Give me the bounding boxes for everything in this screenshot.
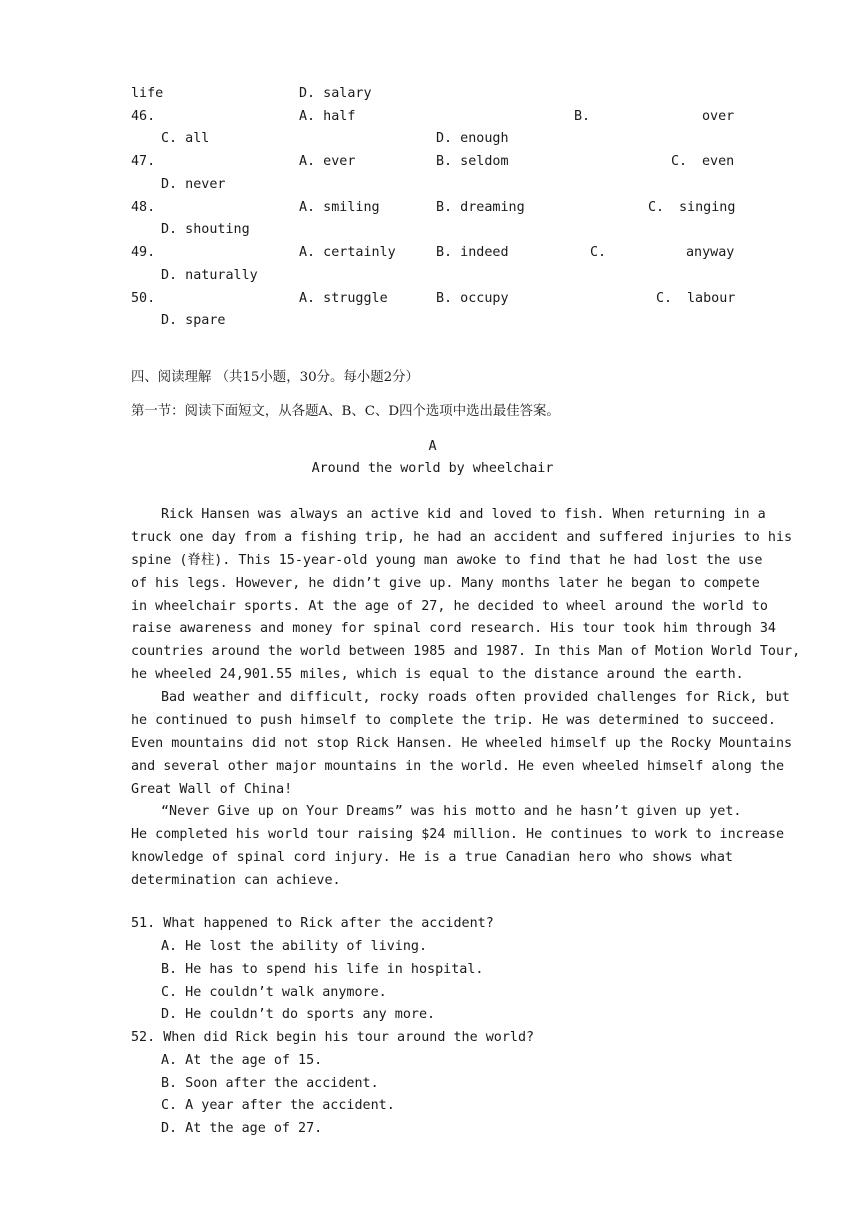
- option-b-letter: B.: [574, 109, 591, 124]
- passage-paragraph-1: [131, 504, 801, 687]
- option-b: B. dreaming: [436, 200, 525, 215]
- question-stem: 52. When did Rick begin his tour around the world?: [131, 1030, 535, 1045]
- option-b: B. seldom: [436, 154, 509, 169]
- paragraph-line: He completed his world tour raising $24 million. He continues to work to increase: [131, 826, 785, 842]
- option-c-letter: C.: [590, 245, 607, 260]
- option-a: A. smiling: [299, 200, 380, 215]
- paragraph-line: truck one day from a fishing trip, he had an accident and suffered injuries to his: [131, 529, 793, 545]
- paragraph-line: of his legs. However, he didn’t give up. Many months later he began to compete: [131, 575, 760, 591]
- option-a: A. ever: [299, 154, 356, 169]
- paragraph-line: countries around the world between 1985 and 1987. In this Man of Motion World Tour,: [131, 644, 801, 660]
- option-c-word: anyway: [686, 245, 735, 260]
- passage-title: Around the world by wheelchair: [311, 461, 554, 476]
- answer-option: C. A year after the accident.: [161, 1098, 395, 1113]
- answer-option: B. He has to spend his life in hospital.: [161, 962, 484, 977]
- passage-paragraph-3: [131, 801, 785, 893]
- question-number: 50.: [131, 291, 156, 306]
- paragraph-line: he continued to push himself to complete the trip. He was determined to succeed.: [131, 712, 776, 728]
- paragraph-line: Rick Hansen was always an active kid and loved to fish. When returning in a: [161, 507, 766, 522]
- answer-option: A. At the age of 15.: [161, 1053, 323, 1068]
- answer-option: D. At the age of 27.: [161, 1121, 323, 1136]
- option-a: A. half: [299, 109, 356, 124]
- option-c-word: even: [702, 154, 735, 169]
- paragraph-line: and several other major mountains in the world. He even wheeled himself along the: [131, 758, 785, 774]
- passage-paragraph-2: [131, 687, 793, 801]
- paragraph-line: spine (脊柱). This 15-year-old young man awoke to find that he had lost the use: [131, 552, 763, 568]
- answer-option: D. He couldn’t do sports any more.: [161, 1007, 436, 1022]
- option-d: D. shouting: [161, 222, 250, 237]
- option-d: D. naturally: [161, 268, 258, 283]
- question-stem: 51. What happened to Rick after the accident?: [131, 916, 494, 931]
- option-c-letter: C.: [656, 291, 673, 306]
- option-c-word: singing: [679, 200, 736, 215]
- option-d: D. never: [161, 177, 226, 192]
- paragraph-line: “Never Give up on Your Dreams” was his motto and he hasn’t given up yet.: [161, 804, 742, 819]
- option-d: D. spare: [161, 313, 226, 328]
- option-b-word: over: [702, 109, 735, 124]
- question-number: 48.: [131, 200, 156, 215]
- option-tail-salary: D. salary: [299, 86, 372, 101]
- paragraph-line: he wheeled 24,901.55 miles, which is equal to the distance around the earth.: [131, 667, 744, 683]
- paragraph-line: in wheelchair sports. At the age of 27, he decided to wheel around the world to: [131, 598, 768, 614]
- answer-option: A. He lost the ability of living.: [161, 939, 428, 954]
- passage-letter: A: [428, 439, 437, 454]
- paragraph-line: raise awareness and money for spinal cord research. His tour took him through 34: [131, 621, 776, 637]
- option-c: C. all: [161, 131, 210, 146]
- paragraph-line: Bad weather and difficult, rocky roads often provided challenges for Rick, but: [161, 690, 790, 705]
- option-c-word: labour: [687, 291, 736, 306]
- option-tail-life: life: [131, 86, 164, 101]
- question-number: 49.: [131, 245, 156, 260]
- option-c-letter: C.: [671, 154, 688, 169]
- section-instruction: 第一节：阅读下面短文，从各题A、B、C、D四个选项中选出最佳答案。: [131, 404, 560, 419]
- option-c-letter: C.: [648, 200, 665, 215]
- option-a: A. struggle: [299, 291, 388, 306]
- question-number: 46.: [131, 109, 156, 124]
- question-number: 47.: [131, 154, 156, 169]
- option-b: B. occupy: [436, 291, 509, 306]
- answer-option: C. He couldn’t walk anymore.: [161, 985, 387, 1000]
- paragraph-line: determination can achieve.: [131, 872, 341, 888]
- option-b: B. indeed: [436, 245, 509, 260]
- option-a: A. certainly: [299, 245, 396, 260]
- paragraph-line: knowledge of spinal cord injury. He is a true Canadian hero who shows what: [131, 849, 733, 865]
- paragraph-line: Even mountains did not stop Rick Hansen. He wheeled himself up the Rocky Mountains: [131, 735, 793, 751]
- paragraph-line: Great Wall of China!: [131, 781, 293, 797]
- option-d: D. enough: [436, 131, 509, 146]
- answer-option: B. Soon after the accident.: [161, 1076, 379, 1091]
- section-heading: 四、阅读理解 （共15小题，30分。每小题2分）: [131, 370, 419, 385]
